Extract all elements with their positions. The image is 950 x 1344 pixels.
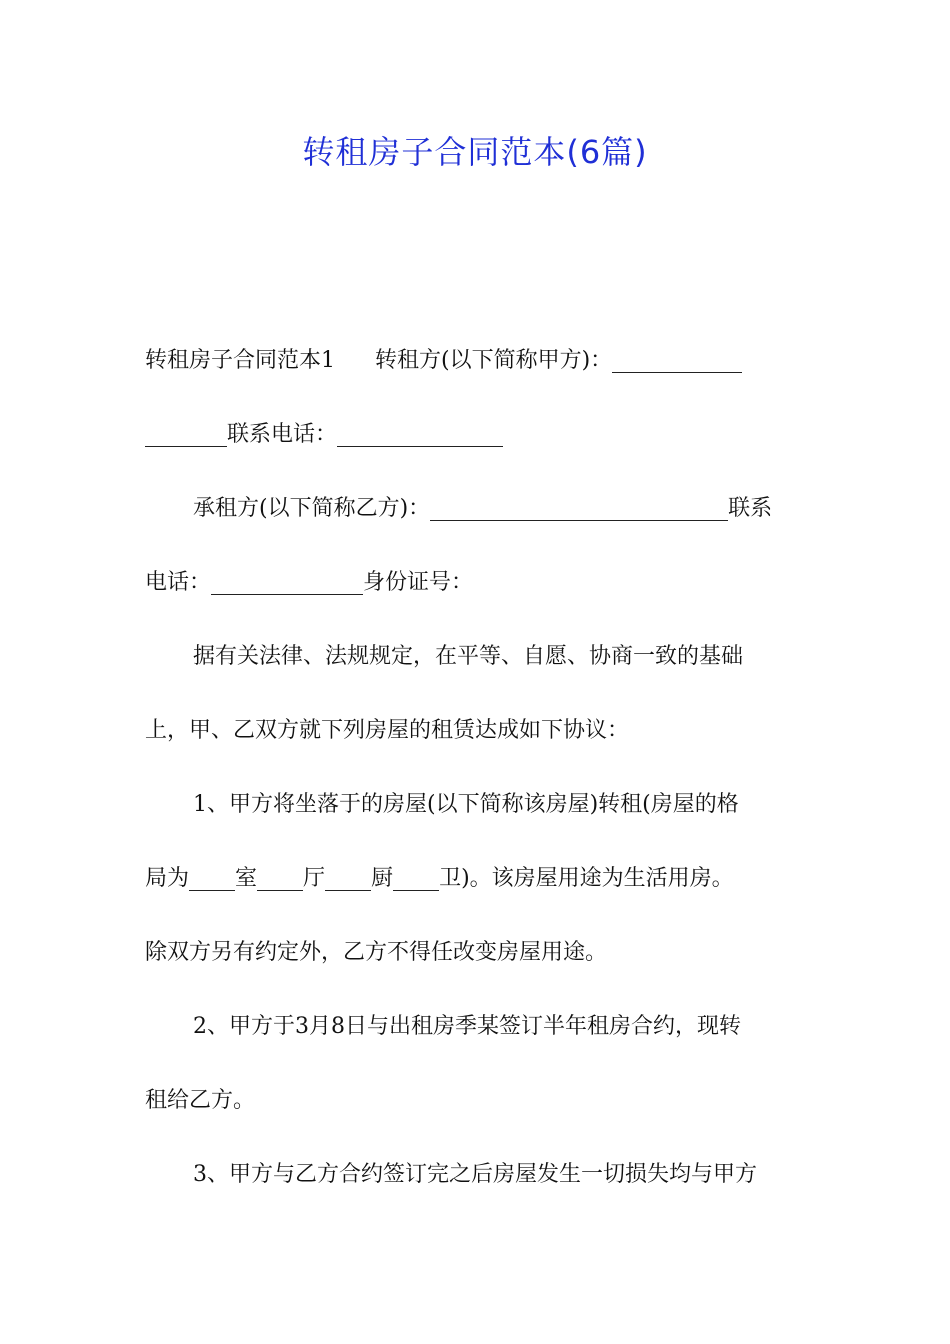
sublessor-phone-blank — [337, 418, 503, 447]
id-number-label: 身份证号： — [363, 570, 474, 595]
clause-2-line-2: 租给乙方。 — [145, 1088, 256, 1113]
bath-count-blank — [393, 862, 439, 891]
section-heading: 转租房子合同范本1 — [145, 348, 335, 373]
hall-label: 厅 — [303, 866, 326, 891]
sublessor-name-blank-continued — [145, 418, 227, 447]
clause-1-line-1: 1、甲方将坐落于的房屋(以下简称该房屋)转租(房屋的格 — [193, 792, 739, 817]
lessee-contact-label-part2: 电话： — [145, 570, 212, 595]
intro-line-1: 据有关法律、法规规定，在平等、自愿、协商一致的基础 — [193, 644, 744, 669]
party-b-contact-line — [145, 560, 810, 634]
room-count-blank — [189, 862, 235, 891]
clause-2-line-1: 2、甲方于3月8日与出租房季某签订半年租房合约，现转 — [193, 1014, 741, 1039]
kitchen-count-blank — [325, 862, 371, 891]
party-a-contact-line — [145, 412, 810, 486]
contract-body — [145, 338, 810, 1226]
layout-suffix: )。该房屋用途为生活用房。 — [461, 866, 734, 891]
clause-1-line-2 — [145, 856, 810, 930]
sublessor-name-blank — [612, 344, 742, 373]
lessee-contact-label-part1: 联系 — [728, 496, 773, 521]
document-title: 转租房子合同范本(6篇) — [302, 133, 648, 171]
lessee-phone-blank — [211, 566, 363, 595]
contact-phone-label: 联系电话： — [227, 422, 338, 447]
lessee-label: 承租方(以下简称乙方)： — [193, 496, 431, 521]
clause-3-line-1: 3、甲方与乙方合约签订完之后房屋发生一切损失均与甲方 — [193, 1162, 757, 1187]
lessee-name-blank — [430, 492, 728, 521]
layout-prefix: 局为 — [145, 866, 190, 891]
party-b-line — [145, 486, 810, 560]
room-label: 室 — [235, 866, 258, 891]
intro-line-2: 上，甲、乙双方就下列房屋的租赁达成如下协议： — [145, 718, 630, 743]
party-a-line — [145, 338, 810, 412]
clause-1-line-3: 除双方另有约定外，乙方不得任改变房屋用途。 — [145, 940, 608, 965]
kitchen-label: 厨 — [371, 866, 394, 891]
hall-count-blank — [257, 862, 303, 891]
bath-label: 卫 — [439, 866, 462, 891]
sublessor-label: 转租方(以下简称甲方)： — [375, 348, 613, 373]
